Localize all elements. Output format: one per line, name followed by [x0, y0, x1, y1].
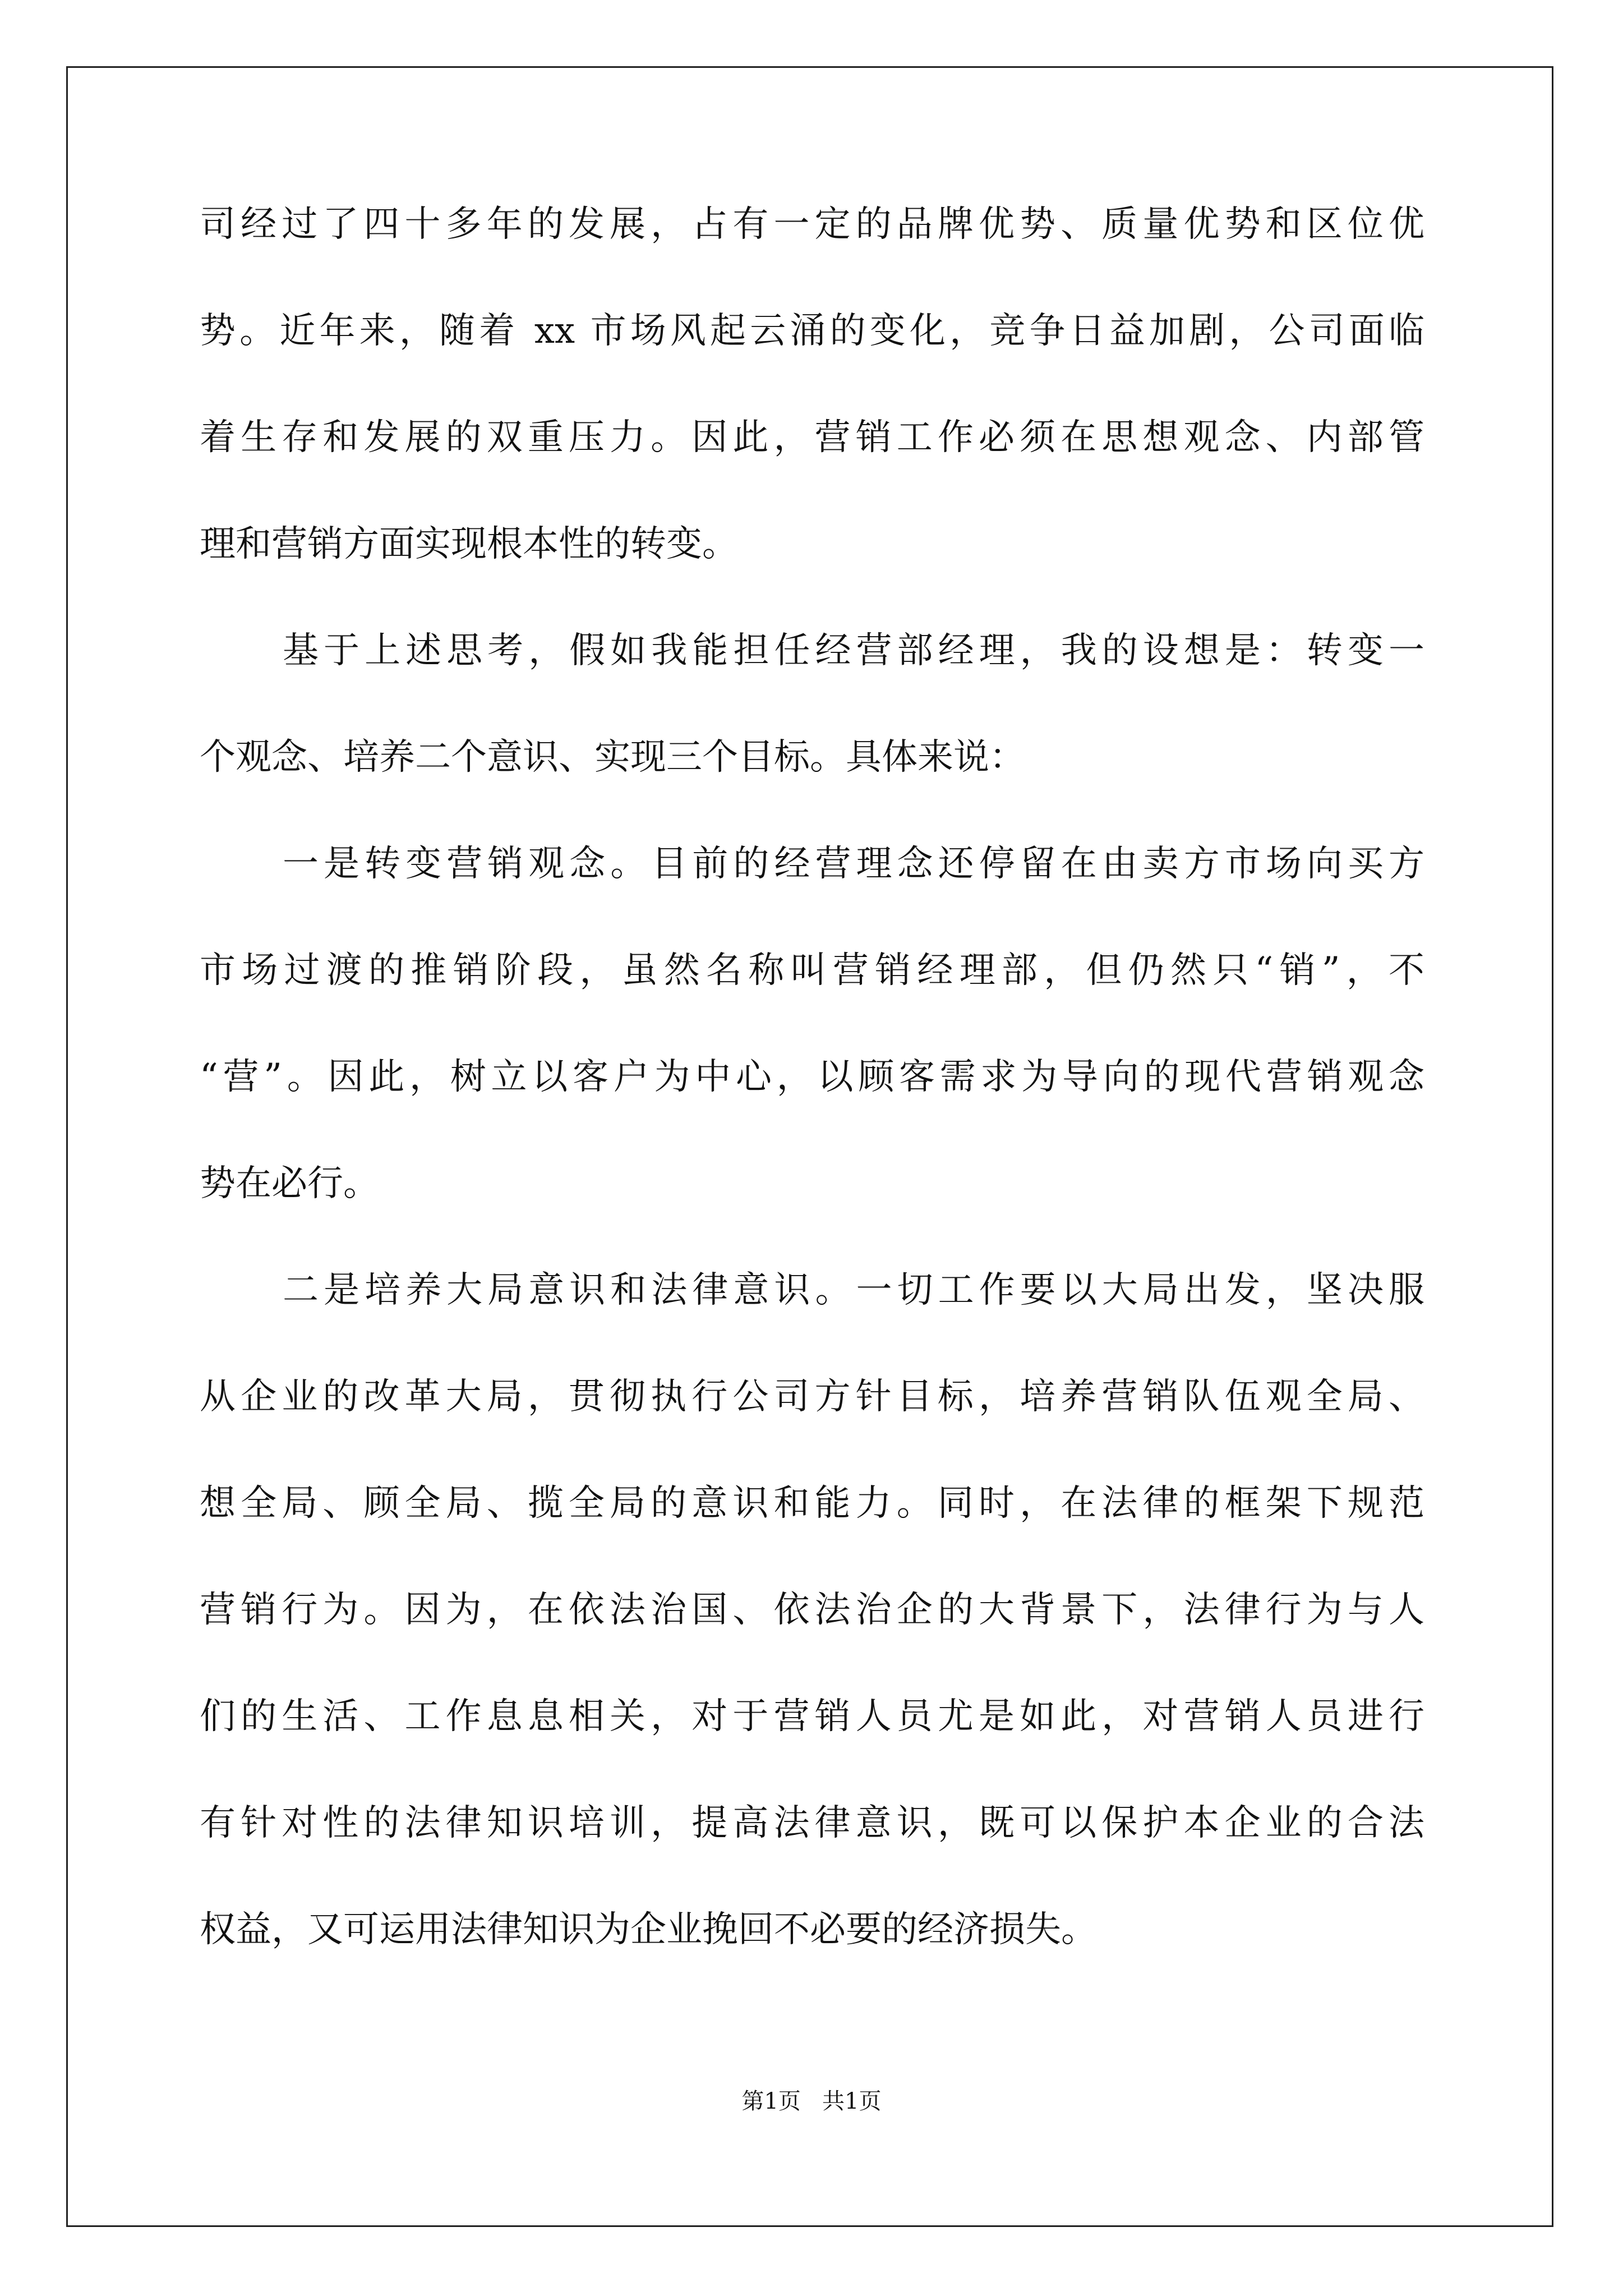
text-line: “营”。因此，树立以客户为中心，以顾客需求为导向的现代营销观念 [200, 1056, 1424, 1098]
text-line: 着生存和发展的双重压力。因此，营销工作必须在思想观念、内部管 [200, 417, 1424, 458]
text-line: 势在必行。 [200, 1163, 379, 1204]
text-line: 从企业的改革大局，贯彻执行公司方针目标，培养营销队伍观全局、 [200, 1376, 1424, 1418]
text-line: 司经过了四十多年的发展，占有一定的品牌优势、质量优势和区位优 [200, 204, 1424, 245]
text-line: 想全局、顾全局、揽全局的意识和能力。同时，在法律的框架下规范 [200, 1483, 1424, 1524]
paragraph-first-line: 一是转变营销观念。目前的经营理念还停留在由卖方市场向买方 [283, 843, 1424, 885]
paragraph-first-line: 基于上述思考，假如我能担任经营部经理，我的设想是：转变一 [283, 630, 1424, 671]
text-line: 个观念、培养二个意识、实现三个目标。具体来说： [200, 737, 1025, 778]
text-line: 们的生活、工作息息相关，对于营销人员尤是如此，对营销人员进行 [200, 1696, 1424, 1737]
page-footer: 第1页 共1页 [741, 2088, 882, 2114]
text-line: 势。近年来，随着 xx 市场风起云涌的变化，竞争日益加剧，公司面临 [200, 310, 1424, 352]
text-line: 市场过渡的推销阶段，虽然名称叫营销经理部，但仍然只“销”，不 [200, 950, 1424, 991]
text-line: 有针对性的法律知识培训，提高法律意识，既可以保护本企业的合法 [200, 1802, 1424, 1844]
text-line: 理和营销方面实现根本性的转变。 [200, 523, 738, 565]
paragraph-first-line: 二是培养大局意识和法律意识。一切工作要以大局出发，坚决服 [283, 1269, 1424, 1311]
text-line: 营销行为。因为，在依法治国、依法治企的大背景下，法律行为与人 [200, 1589, 1424, 1631]
text-line: 权益，又可运用法律知识为企业挽回不必要的经济损失。 [200, 1909, 1097, 1950]
